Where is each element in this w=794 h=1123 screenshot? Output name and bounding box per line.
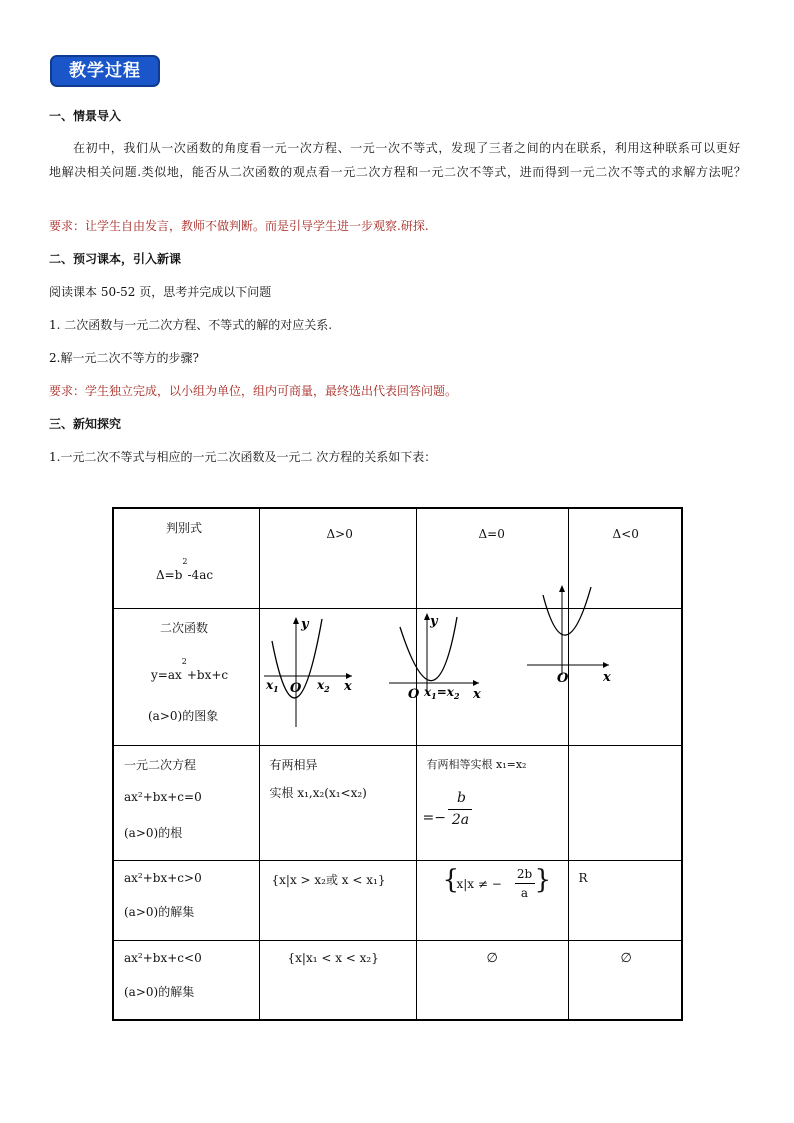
function-formula: $y=ax^2+bx+c$ bbox=[151, 656, 229, 682]
graph2-root-label: $x_1=x_2$ bbox=[423, 684, 460, 701]
less-no-root-cell bbox=[568, 940, 682, 1020]
section-1-paragraph: 在初中，我们从一次函数的角度看一元一次方程、一元一次不等式，发现了三者之间的内在联系，利用这种联系可以更好地解决相关问题.类似地，能否从二次函数的观点看一元二次方程和一元二次不等式，进而得到一元二次不等式的求解方法呢？ bbox=[49, 141, 747, 179]
section-2-title: 二、预习课本，引入新课 bbox=[49, 252, 182, 266]
graph-two-roots-cell bbox=[259, 608, 416, 745]
equation-formula: ax²+bx+c=0 bbox=[124, 789, 202, 804]
double-root-cell bbox=[416, 745, 568, 860]
graph1-x1-label: $x_1$ bbox=[265, 677, 279, 694]
greater-no-root-cell bbox=[568, 860, 682, 940]
two-distinct-roots-detail: 实根 x₁,x₂(x₁<x₂) bbox=[269, 785, 367, 800]
table-row-function bbox=[113, 608, 682, 745]
no-real-root-cell bbox=[568, 745, 682, 860]
function-header-cell bbox=[113, 608, 259, 745]
function-graph-label: (a>0)的图象 bbox=[148, 708, 219, 723]
graph2-origin-label: O bbox=[407, 686, 419, 702]
delta-zero-label: Δ=0 bbox=[478, 527, 505, 541]
discriminant-formula: $\Delta=b^2-4ac$ bbox=[156, 557, 214, 582]
section-2-line-2: 1. 二次函数与一元二次方程、不等式的解的对应关系. bbox=[49, 318, 333, 332]
double-root-denominator: 2a bbox=[451, 811, 470, 828]
greater-no-root-set: R bbox=[578, 870, 588, 885]
graph-one-root bbox=[407, 609, 569, 746]
less-two-roots-set: {x|x₁ < x < x₂} bbox=[287, 950, 379, 965]
less-solution-label: (a>0)的解集 bbox=[124, 984, 195, 999]
graph-two-roots bbox=[260, 609, 417, 746]
double-root-text: 有两相等实根 x₁=x₂ bbox=[426, 757, 527, 771]
greater-double-root-set: x|x ≠ − bbox=[456, 876, 502, 891]
discriminant-header-cell bbox=[113, 508, 259, 608]
greater-two-roots-cell bbox=[259, 860, 416, 940]
graph2-y-label: y bbox=[429, 613, 438, 629]
equation-label: 一元二次方程 bbox=[124, 757, 197, 772]
greater-double-root-bar bbox=[515, 883, 535, 884]
graph1-x2-label: $x_2$ bbox=[316, 677, 330, 694]
greater-header-cell bbox=[113, 860, 259, 940]
two-distinct-roots-text: 有两相异 bbox=[269, 757, 318, 772]
double-root-sign: =− bbox=[422, 809, 446, 826]
delta-positive-cell bbox=[259, 508, 416, 608]
graph-no-root bbox=[556, 609, 683, 746]
graph-no-root-cell bbox=[556, 608, 682, 745]
graph1-y-label: y bbox=[300, 616, 309, 632]
greater-double-root-brace-left: { bbox=[442, 864, 460, 895]
graph2-x-label: x bbox=[472, 686, 481, 702]
greater-inequality: ax²+bx+c>0 bbox=[124, 870, 202, 885]
delta-positive-label: Δ>0 bbox=[326, 527, 353, 541]
table-row-less-than bbox=[113, 940, 682, 1020]
relation-table bbox=[112, 507, 683, 1021]
equation-header-cell bbox=[113, 745, 259, 860]
less-double-root-empty-set: ∅ bbox=[486, 950, 498, 966]
section-3-title: 三、新知探究 bbox=[49, 417, 122, 431]
double-root-fraction-bar bbox=[448, 809, 472, 810]
double-root-numerator: b bbox=[457, 789, 466, 806]
less-no-root-empty-set: ∅ bbox=[620, 950, 632, 966]
less-inequality: ax²+bx+c<0 bbox=[124, 950, 202, 965]
less-double-root-cell bbox=[416, 940, 568, 1020]
section-1-title: 一、情景导入 bbox=[49, 109, 122, 123]
two-distinct-roots-cell bbox=[259, 745, 416, 860]
section-2-line-3: 2.解一元二次不等方的步骤? bbox=[49, 351, 199, 365]
delta-negative-label: Δ<0 bbox=[612, 527, 639, 541]
section-badge: 教学过程 bbox=[52, 57, 158, 85]
section-3-line-1: 1.一元二次不等式与相应的一元二次函数及一元二 次方程的关系如下表： bbox=[49, 450, 437, 464]
discriminant-label: 判别式 bbox=[166, 521, 203, 535]
table-row-greater-than bbox=[113, 860, 682, 940]
section-2-requirement: 要求：学生独立完成，以小组为单位，组内可商量，最终选出代表回答问题。 bbox=[49, 384, 458, 398]
greater-two-roots-set: {x|x > x₂或 x < x₁} bbox=[271, 872, 386, 887]
graph1-x-label: x bbox=[343, 678, 352, 694]
less-header-cell bbox=[113, 940, 259, 1020]
table-row-discriminant bbox=[113, 508, 682, 608]
greater-double-root-brace-right: } bbox=[534, 864, 552, 895]
less-two-roots-cell bbox=[259, 940, 416, 1020]
graph3-origin-label: O bbox=[556, 670, 568, 686]
delta-negative-cell bbox=[568, 508, 682, 608]
greater-double-root-denominator: a bbox=[520, 885, 529, 900]
greater-double-root-numerator: 2b bbox=[516, 866, 533, 881]
delta-zero-cell bbox=[416, 508, 568, 608]
section-1-requirement: 要求：让学生自由发言，教师不做判断。而是引导学生进一步观察.研探. bbox=[49, 219, 429, 233]
section-2-line-1: 阅读课本 50-52 页，思考并完成以下问题 bbox=[49, 285, 272, 299]
table-row-equation bbox=[113, 745, 682, 860]
equation-roots-label: (a>0)的根 bbox=[124, 825, 183, 840]
graph-one-root-cell bbox=[407, 608, 568, 745]
function-label: 二次函数 bbox=[160, 620, 209, 635]
greater-solution-label: (a>0)的解集 bbox=[124, 904, 195, 919]
graph1-origin-label: O bbox=[289, 680, 301, 696]
greater-double-root-cell bbox=[416, 860, 568, 940]
graph3-x-label: x bbox=[602, 669, 611, 685]
